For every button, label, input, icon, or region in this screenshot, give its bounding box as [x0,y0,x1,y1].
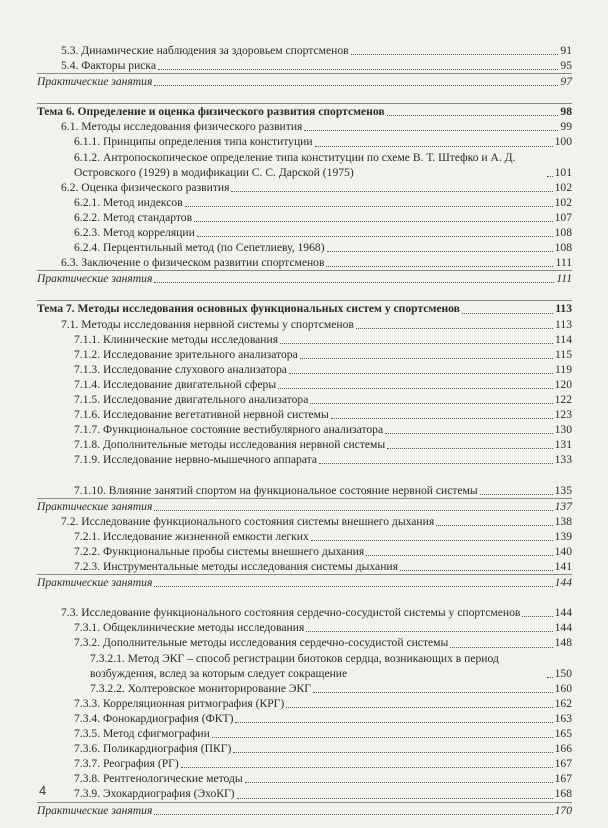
toc-entry-title: Тема 7. Методы исследования основных функциональных систем у спортсменов [37,302,460,316]
dot-leader [289,373,553,374]
toc-entry-title: 5.4. Факторы риска [61,59,157,73]
dot-leader [356,328,553,329]
toc-entry-page: 170 [554,803,572,817]
toc-entry-title: 7.2. Исследование функционального состояния системы внешнего дыхания [61,514,435,528]
toc-entry-page: 160 [554,681,572,695]
toc-entry-title: 7.1.2. Исследование зрительного анализатора [74,347,298,361]
toc-entry-page: 130 [554,423,572,437]
toc-entry-page: 148 [554,636,572,650]
toc-entry-title: Практические занятия [37,803,153,817]
toc-entry[interactable] [37,590,572,620]
toc-entry-page: 162 [554,696,572,710]
section-separator [37,89,572,104]
toc-entry[interactable] [37,150,572,180]
dot-leader [436,525,552,526]
toc-entry-title: 7.2.2. Функциональные пробы системы внешнего дыхания [74,544,365,558]
toc-entry-page: 102 [554,195,572,209]
toc-entry[interactable] [37,195,572,210]
toc-entry-title: 7.3.9. Эхокардиография (ЭхоКГ) [74,787,235,801]
toc-entry-page: 137 [554,499,572,513]
toc-entry-title: 7.3.6. Поликардиография (ПКГ) [74,742,232,756]
toc-entry-page: 111 [555,256,572,270]
dot-leader [278,388,552,389]
table-of-contents [37,43,572,818]
dot-leader [480,494,553,495]
toc-entry-page: 98 [560,105,572,119]
toc-entry-title: 7.3.8. Рентгенологические методы [74,772,243,786]
toc-practice-entry[interactable] [37,73,572,89]
toc-entry-title: Практические занятия [37,499,153,513]
dot-leader [385,433,553,434]
dot-leader [158,69,558,70]
dot-leader [522,616,552,617]
dot-leader [237,798,553,799]
toc-entry[interactable] [37,741,572,756]
toc-entry-title: 7.3.5. Метод сфигмографии [74,727,210,741]
toc-entry-title: 7.3.4. Фонокардиография (ФКТ) [74,711,234,725]
toc-entry-title: Практические занятия [37,576,153,590]
toc-entry-title: 6.2. Оценка физического развития [61,180,230,194]
toc-entry[interactable] [37,756,572,771]
toc-entry-page: 113 [555,317,572,331]
dot-leader [547,176,553,177]
dot-leader [212,737,553,738]
dot-leader [310,403,552,404]
dot-leader [280,343,553,344]
toc-entry[interactable] [37,58,572,73]
toc-entry-title: 7.1.3. Исследование слухового анализатора [74,362,287,376]
toc-entry[interactable] [37,437,572,452]
toc-entry[interactable] [37,786,572,801]
toc-entry-title: 7.1. Методы исследования нервной системы у спортсменов [61,317,354,331]
toc-entry[interactable] [37,711,572,726]
dot-leader [313,692,553,693]
dot-leader [547,677,553,678]
toc-entry-page: 139 [554,529,572,543]
dot-leader [462,313,553,314]
toc-entry-title: 7.3.7. Реография (РГ) [74,757,179,771]
toc-entry[interactable] [37,422,572,437]
dot-leader [185,206,553,207]
toc-entry[interactable] [37,377,572,392]
toc-entry[interactable] [37,529,572,544]
toc-entry[interactable] [37,620,572,635]
dot-leader [306,631,552,632]
dot-leader [194,221,553,222]
dot-leader [235,722,552,723]
toc-entry-page: 122 [554,392,572,406]
toc-entry[interactable] [37,255,572,270]
toc-entry-page: 131 [554,438,572,452]
toc-entry-title: 6.2.4. Перцентильный метод (по Сепетлиеву, 1968) [74,241,325,255]
dot-leader [154,85,558,86]
toc-entry[interactable] [37,180,572,195]
page-number: 4 [39,783,47,798]
toc-entry-title: 7.2.3. Инструментальные методы исследования системы дыхания [74,560,398,573]
section-separator [37,286,572,301]
toc-entry-title: 7.1.10. Влияние занятий спортом на функциональное состояние нервной системы [74,483,478,497]
toc-entry-page: 100 [554,135,572,149]
toc-entry[interactable] [37,771,572,786]
toc-entry[interactable] [37,210,572,225]
toc-entry-title: 6.1.1. Принципы определения типа конституции [74,135,313,149]
toc-entry[interactable] [37,225,572,240]
dot-leader [351,54,559,55]
toc-entry[interactable] [37,681,572,696]
toc-entry[interactable] [37,301,572,316]
toc-entry-page: 120 [554,377,572,391]
toc-entry-page: 107 [554,210,572,224]
toc-entry-page: 102 [554,180,572,194]
toc-entry-page: 108 [554,226,572,240]
toc-entry-title: 7.3.2.2. Холтеровское мониторирование ЭКГ [90,681,311,695]
toc-entry-title: 7.1.5. Исследование двигательного анализатора [74,392,309,406]
toc-entry[interactable] [37,332,572,347]
dot-leader [300,358,553,359]
toc-entry[interactable] [37,407,572,422]
toc-entry-page: 150 [554,666,572,680]
toc-entry[interactable] [37,317,572,332]
dot-leader [450,647,552,648]
toc-entry-page: 141 [554,560,572,573]
toc-entry-title: 5.3. Динамические наблюдения за здоровьем спортсменов [61,44,349,57]
toc-entry-page: 115 [555,347,572,361]
dot-leader [387,115,559,116]
dot-leader [233,752,552,753]
dot-leader [400,570,553,571]
dot-leader [197,236,553,237]
dot-leader [327,251,553,252]
toc-entry-page: 99 [560,120,572,134]
toc-entry[interactable] [37,240,572,255]
toc-entry-page: 168 [554,787,572,801]
dot-leader [154,282,554,283]
dot-leader [304,130,558,131]
dot-leader [154,814,552,815]
toc-entry-title: 6.1. Методы исследования физического развития [61,120,303,134]
dot-leader [154,586,552,587]
toc-entry-title: 7.1.6. Исследование вегетативной нервной системы [74,408,329,422]
toc-entry-page: 95 [560,59,572,73]
toc-entry[interactable] [37,347,572,362]
toc-entry-title: 7.3.2.1. Метод ЭКГ – способ регистрации биотоков сердца, возникающих в период возбуждения, вслед за которым следует сокращение [90,651,499,680]
toc-entry-title: 7.1.8. Дополнительные методы исследования нервной системы [74,438,386,452]
dot-leader [331,418,553,419]
toc-entry[interactable] [37,559,572,574]
dot-leader [231,191,552,192]
dot-leader [319,463,553,464]
toc-entry-page: 144 [554,576,572,590]
toc-entry-page: 113 [555,302,572,316]
toc-practice-entry[interactable] [37,574,572,590]
toc-entry[interactable] [37,134,572,149]
toc-entry-page: 140 [554,544,572,558]
toc-entry[interactable] [37,467,572,497]
dot-leader [286,707,552,708]
toc-entry-page: 108 [554,241,572,255]
toc-entry-title: 7.3.3. Корреляционная ритмография (КРГ) [74,696,285,710]
toc-entry[interactable] [37,726,572,741]
toc-entry[interactable] [37,514,572,529]
toc-entry[interactable] [37,104,572,119]
toc-entry[interactable] [37,43,572,58]
toc-entry-title: Практические занятия [37,75,153,89]
toc-entry[interactable] [37,544,572,559]
toc-entry-title: 6.2.1. Метод индексов [74,195,183,209]
toc-entry[interactable] [37,362,572,377]
toc-entry-page: 101 [554,165,572,179]
toc-entry-title: Тема 6. Определение и оценка физического развития спортсменов [37,105,385,119]
toc-entry-title: 7.3. Исследование функционального состояния сердечно-сосудистой системы у спортсменов [61,606,521,620]
toc-entry-title: Практические занятия [37,272,153,286]
toc-practice-entry[interactable] [37,498,572,514]
toc-entry[interactable] [37,635,572,650]
toc-entry[interactable] [37,119,572,134]
dot-leader [181,767,553,768]
toc-entry-title: 6.2.2. Метод стандартов [74,210,193,224]
toc-entry[interactable] [37,452,572,467]
toc-entry[interactable] [37,651,572,681]
toc-entry-page: 114 [555,332,572,346]
toc-practice-entry[interactable] [37,802,572,818]
toc-entry-page: 135 [554,483,572,497]
toc-entry-page: 133 [554,453,572,467]
dot-leader [311,540,553,541]
toc-entry-title: 7.3.2. Дополнительные методы исследования сердечно-сосудистой системы [74,636,449,650]
toc-entry[interactable] [37,696,572,711]
toc-entry-page: 144 [554,621,572,635]
toc-entry-title: 7.2.1. Исследование жизненной емкости легких [74,529,309,543]
toc-entry-page: 97 [560,75,572,89]
dot-leader [154,510,552,511]
toc-entry-page: 91 [560,44,572,57]
toc-entry[interactable] [37,392,572,407]
toc-entry-title: 6.1.2. Антропоскопическое определение типа конституции по схеме В. Т. Штефко и А. Д. Островского (1929) в модификации С. С. Дарской (1975) [74,150,516,179]
toc-entry-page: 167 [554,757,572,771]
dot-leader [315,146,553,147]
toc-entry-page: 144 [554,606,572,620]
toc-entry-page: 167 [554,772,572,786]
toc-entry-title: 7.1.4. Исследование двигательной сферы [74,377,277,391]
dot-leader [326,266,553,267]
toc-entry-page: 111 [556,272,572,286]
toc-entry-title: 7.1.9. Исследование нервно-мышечного аппарата [74,453,317,467]
dot-leader [387,448,552,449]
toc-entry-title: 6.2.3. Метод корреляции [74,226,195,240]
toc-entry-title: 7.1.1. Клинические методы исследования [74,332,279,346]
toc-entry-title: 6.3. Заключение о физическом развитии спортсменов [61,256,325,270]
toc-entry-page: 123 [554,408,572,422]
dot-leader [245,782,553,783]
toc-entry-page: 138 [554,514,572,528]
toc-entry-title: 7.3.1. Общеклинические методы исследования [74,621,305,635]
toc-entry-page: 165 [554,727,572,741]
toc-entry-page: 166 [554,742,572,756]
toc-entry-page: 163 [554,711,572,725]
toc-entry-page: 119 [555,362,572,376]
toc-practice-entry[interactable] [37,270,572,286]
toc-entry-title: 7.1.7. Функциональное состояние вестибулярного анализатора [74,423,384,437]
dot-leader [366,555,552,556]
